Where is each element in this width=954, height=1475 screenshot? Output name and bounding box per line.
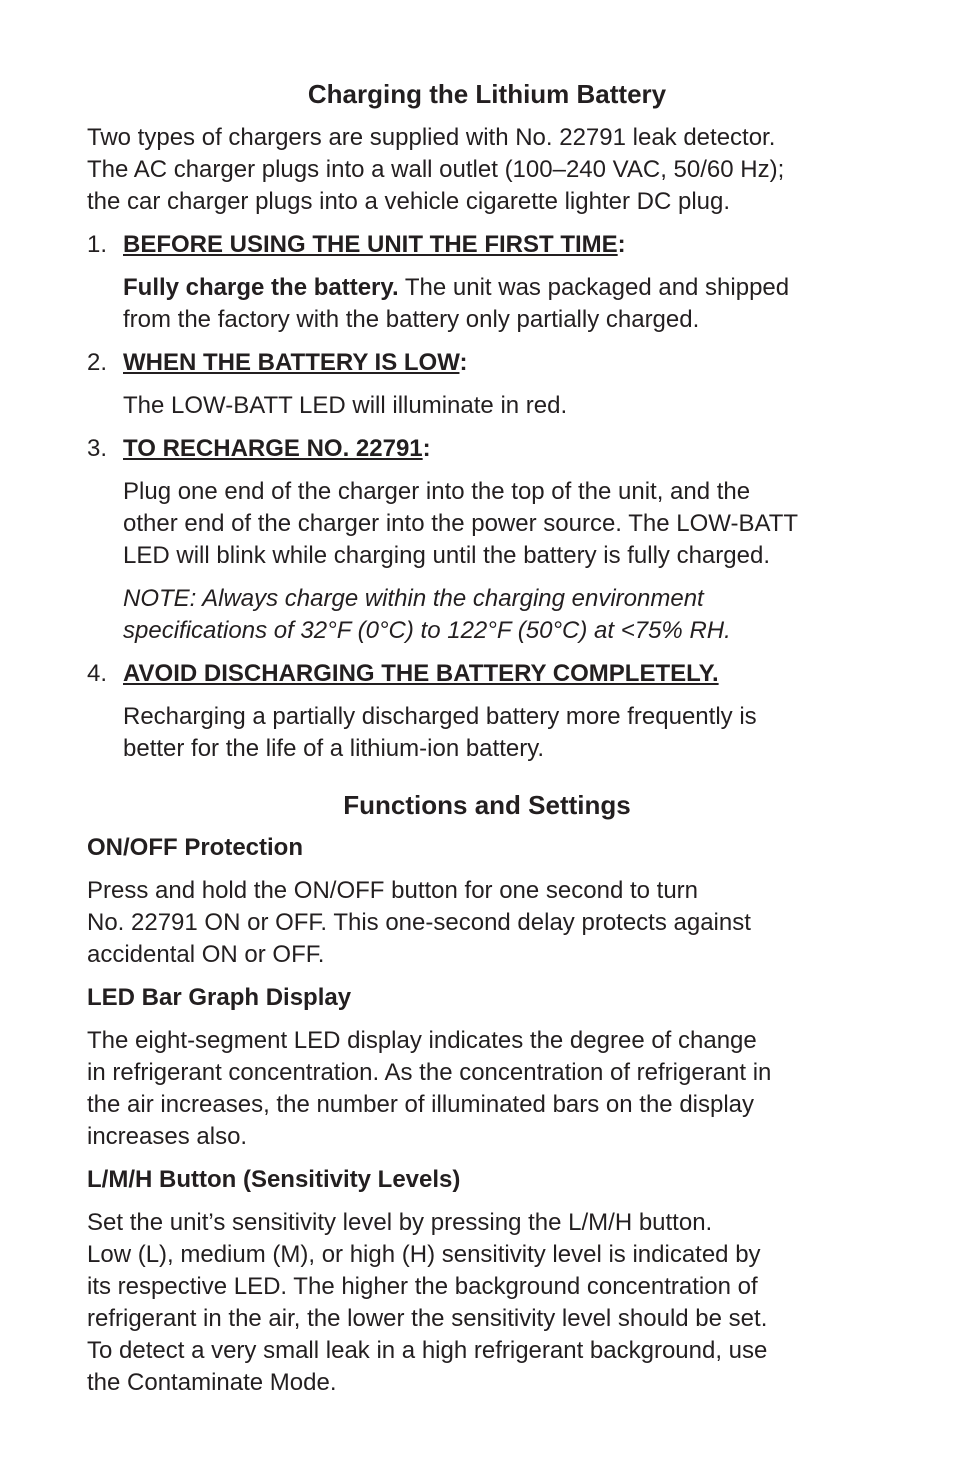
- item-heading: [123, 229, 887, 261]
- body-line: its respective LED. The higher the background concentration of: [87, 1273, 758, 1300]
- item-number: 2.: [87, 349, 108, 376]
- document-page: [87, 78, 887, 1410]
- body-line: Press and hold the ON/OFF button for one second to turn: [87, 877, 699, 904]
- item-heading-colon: :: [422, 435, 431, 462]
- item-heading-text: TO RECHARGE NO. 22791: [123, 435, 423, 462]
- section-heading: ON/OFF Protection: [87, 834, 303, 861]
- body-line: Recharging a partially discharged battery more frequently is: [123, 703, 757, 730]
- item-body: [123, 272, 887, 336]
- item-lead: Fully charge the battery.: [123, 274, 399, 301]
- section-onoff-protection: [87, 832, 887, 971]
- body-line: Plug one end of the charger into the top of the unit, and the: [123, 478, 751, 505]
- body-line: Set the unit’s sensitivity level by pressing the L/M/H button.: [87, 1209, 713, 1236]
- intro-line: Two types of chargers are supplied with No. 22791 leak detector.: [87, 124, 776, 151]
- list-item: [87, 347, 887, 422]
- charging-intro: [87, 122, 887, 218]
- body-line: To detect a very small leak in a high refrigerant background, use: [87, 1337, 768, 1364]
- item-body: [123, 701, 887, 765]
- intro-line: The AC charger plugs into a wall outlet (100–240 VAC, 50/60 Hz);: [87, 156, 785, 183]
- body-line: increases also.: [87, 1123, 248, 1150]
- body-line: The LOW-BATT LED will illuminate in red.: [123, 392, 568, 419]
- item-heading: [123, 658, 887, 690]
- body-line: No. 22791 ON or OFF. This one-second delay protects against: [87, 909, 751, 936]
- item-note: [123, 583, 887, 647]
- list-item: [87, 229, 887, 336]
- item-heading-colon: :: [459, 349, 468, 376]
- item-heading-text: BEFORE USING THE UNIT THE FIRST TIME: [123, 231, 618, 258]
- section-led-bar-graph: [87, 982, 887, 1153]
- body-line: Low (L), medium (M), or high (H) sensitivity level is indicated by: [87, 1241, 761, 1268]
- item-body: [123, 390, 887, 422]
- section-body: [87, 1025, 887, 1153]
- note-line: NOTE: Always charge within the charging environment: [123, 585, 704, 612]
- item-heading: [123, 433, 887, 465]
- section-body: [87, 1207, 887, 1399]
- functions-title: Functions and Settings: [343, 790, 631, 820]
- body-line: refrigerant in the air, the lower the sensitivity level should be set.: [87, 1305, 768, 1332]
- body-line: the Contaminate Mode.: [87, 1369, 337, 1396]
- item-heading-colon: :: [617, 231, 626, 258]
- body-line: The eight-segment LED display indicates the degree of change: [87, 1027, 757, 1054]
- section-heading: LED Bar Graph Display: [87, 984, 352, 1011]
- item-number: 4.: [87, 660, 108, 687]
- list-item: [87, 433, 887, 647]
- item-heading-text: AVOID DISCHARGING THE BATTERY COMPLETELY.: [123, 660, 719, 687]
- body-line: better for the life of a lithium-ion battery.: [123, 735, 545, 762]
- charging-title: Charging the Lithium Battery: [307, 79, 667, 109]
- body-line: The unit was packaged and shipped: [398, 274, 790, 301]
- note-line: specifications of 32°F (0°C) to 122°F (50°C) at <75% RH.: [123, 617, 731, 644]
- item-heading-text: WHEN THE BATTERY IS LOW: [123, 349, 460, 376]
- body-line: the air increases, the number of illuminated bars on the display: [87, 1091, 755, 1118]
- body-line: in refrigerant concentration. As the concentration of refrigerant in: [87, 1059, 772, 1086]
- intro-line: the car charger plugs into a vehicle cigarette lighter DC plug.: [87, 188, 731, 215]
- item-heading: [123, 347, 887, 379]
- body-line: accidental ON or OFF.: [87, 941, 325, 968]
- list-item: [87, 658, 887, 765]
- body-line: other end of the charger into the power source. The LOW-BATT: [123, 510, 799, 537]
- item-number: 1.: [87, 231, 108, 258]
- item-number: 3.: [87, 435, 108, 462]
- item-body: [123, 476, 887, 572]
- body-line: LED will blink while charging until the battery is fully charged.: [123, 542, 770, 569]
- section-lmh-button: [87, 1164, 887, 1399]
- section-heading: L/M/H Button (Sensitivity Levels): [87, 1166, 461, 1193]
- section-body: [87, 875, 887, 971]
- body-line: from the factory with the battery only partially charged.: [123, 306, 700, 333]
